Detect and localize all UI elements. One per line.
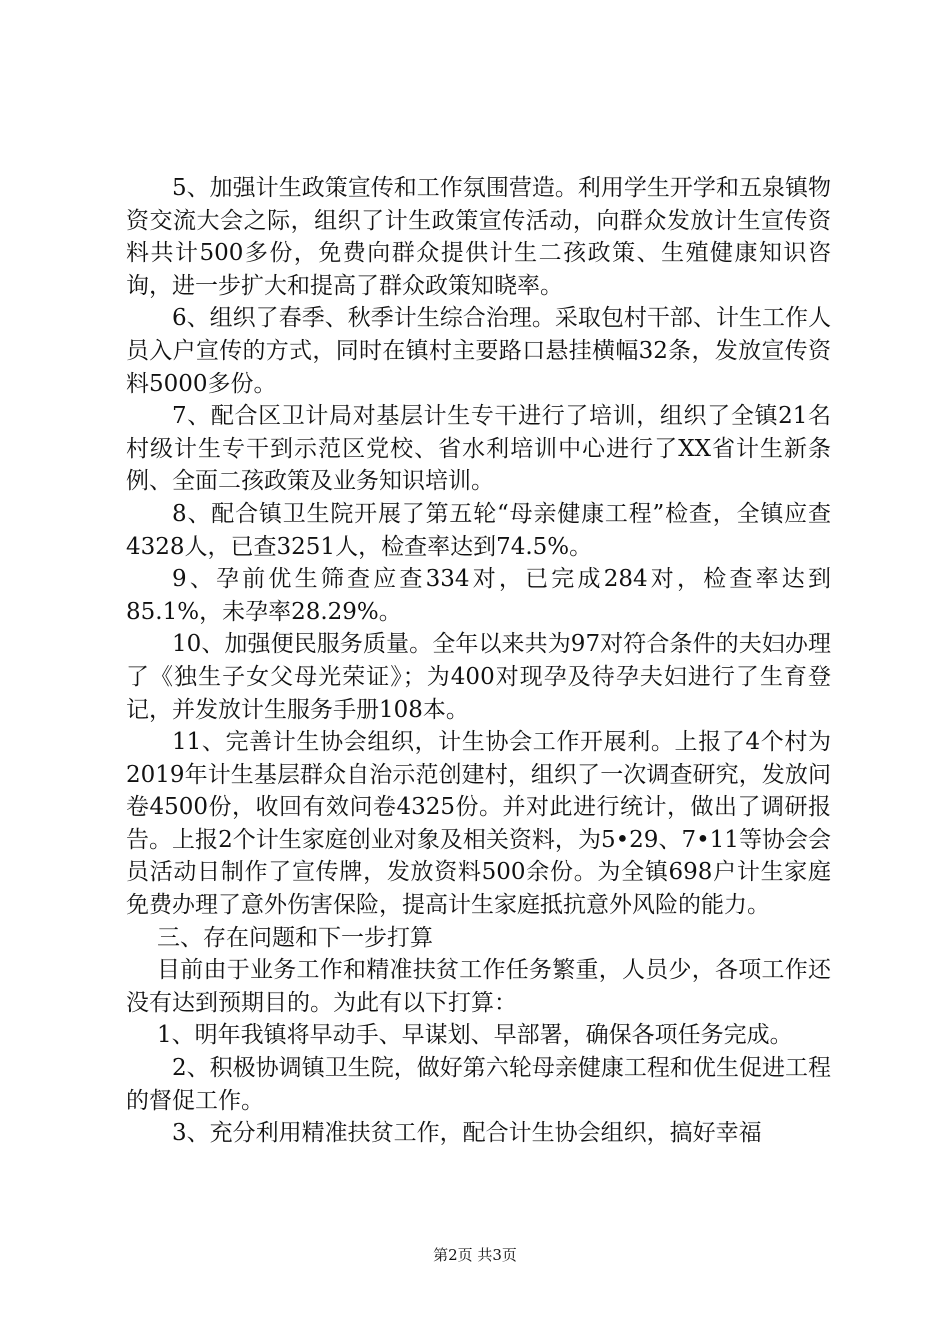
paragraph-intro: 目前由于业务工作和精准扶贫工作任务繁重，人员少，各项工作还没有达到预期目的。为此有以下打算：	[126, 957, 831, 1016]
plan-item-2: 2、积极协调镇卫生院，做好第六轮母亲健康工程和优生促进工程的督促工作。	[126, 1055, 831, 1114]
paragraph-item-7: 7、配合区卫计局对基层计生专干进行了培训，组织了全镇21名村级计生专干到示范区党校、省水利培训中心进行了XX省计生新条例、全面二孩政策及业务知识培训。	[126, 403, 831, 495]
plan-item-1: 1、明年我镇将早动手、早谋划、早部署，确保各项任务完成。	[157, 1022, 793, 1049]
paragraph-item-11: 11、完善计生协会组织，计生协会工作开展利。上报了4个村为2019年计生基层群众自治示范创建村，组织了一次调查研究，发放问卷4500份，收回有效问卷4325份。并对此进行统计，做出了调研报告。上报2个计生家庭创业对象及相关资料，为5•29、7•11等协会会员活动日制作了宣传牌，发放资料500余份。为全镇698户计生家庭免费办理了意外伤害保险，提高计生家庭抵抗意外风险的能力。	[126, 729, 831, 919]
section-heading: 三、存在问题和下一步打算	[157, 924, 434, 951]
paragraph-item-9: 9、孕前优生筛查应查334对，已完成284对，检查率达到85.1%，未孕率28.29%。	[126, 566, 831, 625]
document-body	[126, 172, 831, 1150]
paragraph-item-10: 10、加强便民服务质量。全年以来共为97对符合条件的夫妇办理了《独生子女父母光荣证》；为400对现孕及待孕夫妇进行了生育登记，并发放计生服务手册108本。	[126, 631, 831, 723]
paragraph-item-5: 5、加强计生政策宣传和工作氛围营造。利用学生开学和五泉镇物资交流大会之际，组织了计生政策宣传活动，向群众发放计生宣传资料共计500多份，免费向群众提供计生二孩政策、生殖健康知识咨询，进一步扩大和提高了群众政策知晓率。	[126, 175, 831, 299]
plan-item-3: 3、充分利用精准扶贫工作，配合计生协会组织，搞好幸福	[172, 1120, 762, 1147]
paragraph-item-6: 6、组织了春季、秋季计生综合治理。采取包村干部、计生工作人员入户宣传的方式，同时在镇村主要路口悬挂横幅32条，发放宣传资料5000多份。	[126, 305, 831, 397]
page-footer: 第2页 共3页	[433, 1246, 517, 1264]
paragraph-item-8: 8、配合镇卫生院开展了第五轮“母亲健康工程”检查，全镇应查4328人，已查3251人，检查率达到74.5%。	[126, 500, 831, 560]
